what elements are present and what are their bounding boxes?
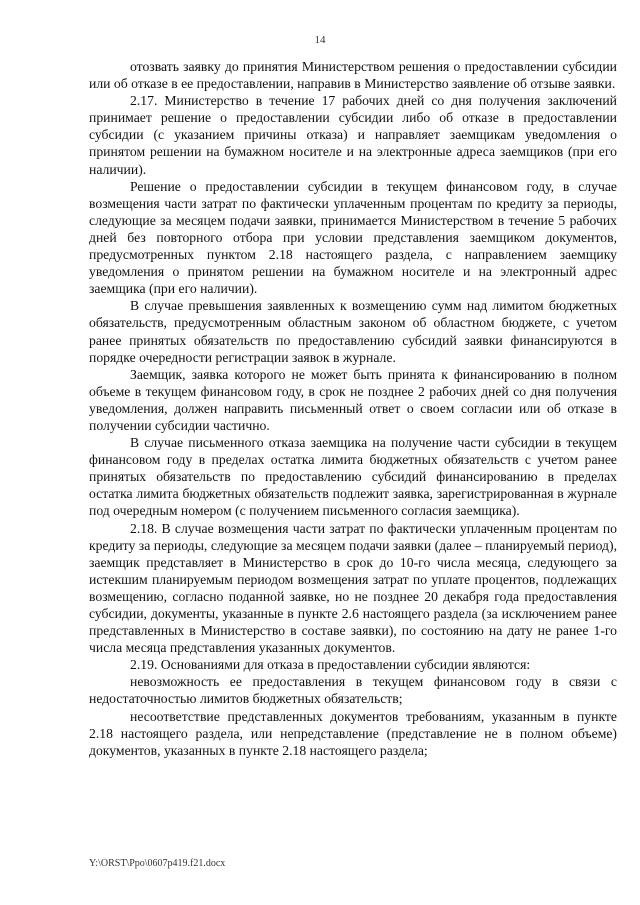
- paragraph-withdraw-application: отозвать заявку до принятия Министерством решения о предоставлении субсидии или об отказе в ее предоставлении, направив в Министерство заявление об отзыве заявки.: [89, 59, 617, 92]
- paragraph-refusal-reason-1: невозможность ее предоставления в текущем финансовом году в связи с недостаточностью лимитов бюджетных обязательств;: [89, 674, 617, 707]
- page-number: 14: [314, 34, 326, 46]
- document-body: [89, 58, 617, 759]
- paragraph-refusal-reason-2: несоответствие представленных документов требованиям, указанным в пункте 2.18 настоящего раздела, или непредставление (представление не в полном объеме) документов, указанных в пункте 2.18 настоящего раздела;: [89, 708, 617, 758]
- paragraph-borrower-response: Заемщик, заявка которого не может быть принята к финансированию в полном объеме в текущем финансовом году, в срок не позднее 2 рабочих дней со дня получения уведомления, должен направить письменный ответ о своем согласии или об отказе в получении субсидии частично.: [89, 366, 617, 433]
- footer-file-path: Y:\ORST\Ppo\0607p419.f21.docx: [89, 858, 226, 869]
- paragraph-2-17: 2.17. Министерство в течение 17 рабочих дней со дня получения заключений принимает решение о предоставлении субсидии либо об отказе в предоставлении субсидии (с указанием причины отказа) и направляет заемщикам уведомления о принятом решении на бумажном носителе и на электронные адреса заемщиков (при его наличии).: [89, 93, 617, 177]
- paragraph-exceeding-limits: В случае превышения заявленных к возмещению сумм над лимитом бюджетных обязательств, предусмотренным областным законом об областном бюджете, с учетом ранее принятых обязательств по предоставлению субсидий заявки финансируются в порядке очередности регистрации заявок в журнале.: [89, 298, 617, 365]
- paragraph-written-refusal: В случае письменного отказа заемщика на получение части субсидии в текущем финансовом году в пределах остатка лимита бюджетных обязательств с учетом ранее принятых обязательств по предоставлению субсидий финансированию в пределах остатка лимита бюджетных обязательств подлежит заявка, зарегистрированная в журнале под очередным номером (с получением письменного согласия заемщика).: [89, 435, 617, 519]
- paragraph-2-18: 2.18. В случае возмещения части затрат по фактически уплаченным процентам по кредиту за периоды, следующие за месяцем подачи заявки (далее – планируемый период), заемщик представляет в Министерство в срок до 10-го числа месяца, следующего за истекшим планируемым периодом возмещения затрат по уплате процентов, подлежащих возмещению, согласно поданной заявке, но не позднее 20 декабря года предоставления субсидии, документы, указанные в пункте 2.6 настоящего раздела (за исключением ранее представленных в Министерство в составе заявки), по состоянию на дату не ранее 1-го числа месяца представления указанных документов.: [89, 520, 617, 656]
- paragraph-subsidy-decision: Решение о предоставлении субсидии в текущем финансовом году, в случае возмещения части затрат по фактически уплаченным процентам по кредиту за периоды, следующие за месяцем подачи заявки, принимается Министерством в течение 5 рабочих дней без повторного отбора при условии представления заемщиком документов, предусмотренных пунктом 2.18 настоящего раздела, с направлением заемщику уведомления о принятом решении на бумажном носителе и на электронный адрес заемщика (при его наличии).: [89, 178, 617, 297]
- paragraph-2-19: 2.19. Основаниями для отказа в предоставлении субсидии являются:: [130, 657, 531, 673]
